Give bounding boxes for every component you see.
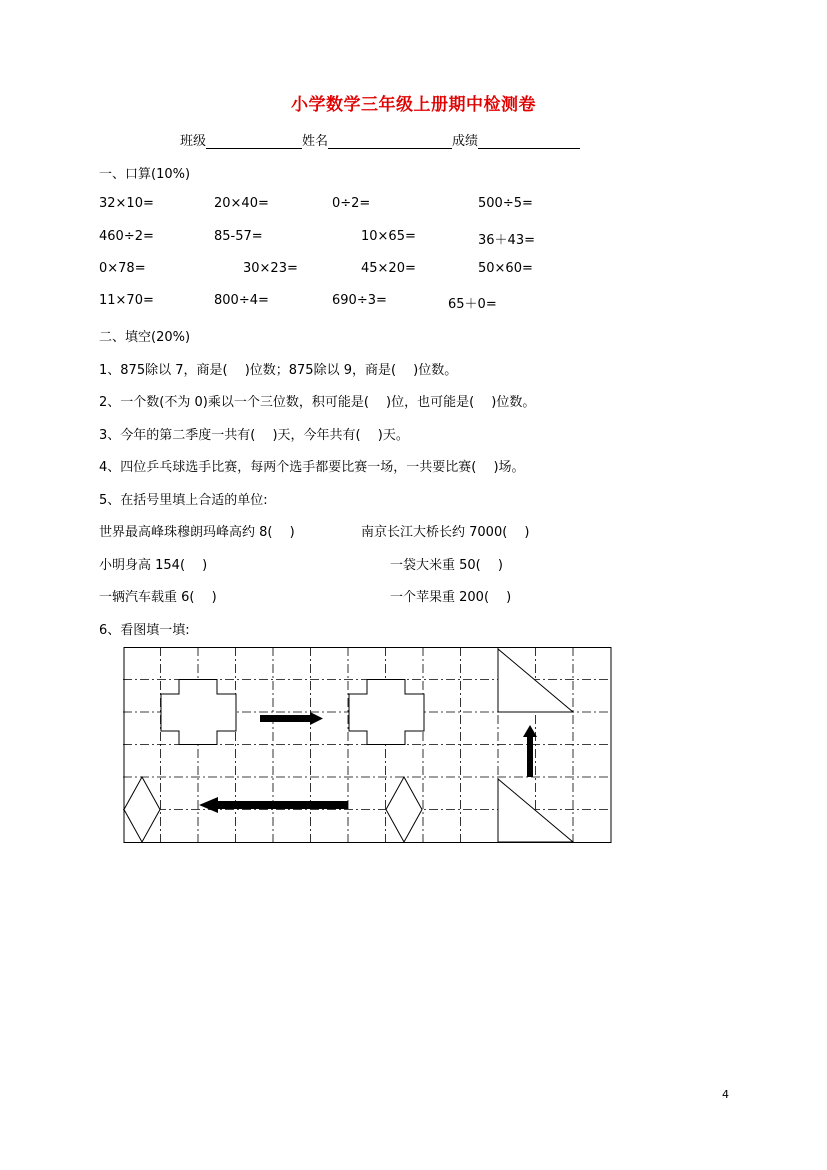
class-label: 班级: [180, 134, 207, 149]
arrow-up-icon: [523, 725, 537, 777]
grid-figure: [123, 647, 613, 845]
unit-item: 一袋大米重 50( ): [390, 558, 503, 573]
calc-item: 10×65=: [361, 229, 416, 244]
question-5: 5、在括号里填上合适的单位:: [99, 493, 268, 508]
calc-item: 32×10=: [99, 196, 154, 211]
calc-item: 50×60=: [478, 261, 533, 276]
calc-item: 20×40=: [214, 196, 269, 211]
cross-shape-moved: [349, 680, 424, 745]
calc-item: 690÷3=: [332, 293, 387, 308]
score-blank[interactable]: [478, 134, 580, 149]
unit-item: 小明身高 154( ): [99, 558, 208, 573]
calc-item: 500÷5=: [478, 196, 533, 211]
calc-item: 0×78=: [99, 261, 146, 276]
calc-item: 11×70=: [99, 293, 154, 308]
calc-item: 30×23=: [243, 261, 298, 276]
page-title: 小学数学三年级上册期中检测卷: [291, 95, 536, 115]
calc-item: 45×20=: [361, 261, 416, 276]
question-2: 2、一个数(不为 0)乘以一个三位数，积可能是( )位，也可能是( )位数。: [99, 395, 536, 410]
calc-item: 65＋0=: [448, 297, 497, 312]
name-label: 姓名: [302, 134, 329, 149]
name-blank[interactable]: [328, 134, 452, 149]
calc-item: 85-57=: [214, 229, 263, 244]
arrow-right-icon: [260, 712, 323, 725]
class-blank[interactable]: [206, 134, 302, 149]
question-1: 1、875除以 7，商是( )位数；875除以 9，商是( )位数。: [99, 363, 458, 378]
calc-item: 0÷2=: [332, 196, 371, 211]
calc-item: 36＋43=: [478, 233, 535, 248]
question-6: 6、看图填一填:: [99, 623, 190, 638]
student-info-row: [180, 130, 580, 149]
score-label: 成绩: [452, 134, 479, 149]
section2-heading: 二、填空(20%): [99, 330, 191, 345]
question-3: 3、今年的第二季度一共有( )天，今年共有( )天。: [99, 428, 409, 443]
triangle-top: [498, 649, 573, 712]
question-4: 4、四位乒乓球选手比赛，每两个选手都要比赛一场，一共要比赛( )场。: [99, 460, 525, 475]
unit-item: 一辆汽车载重 6( ): [99, 590, 217, 605]
diamond-shape-right: [386, 777, 422, 842]
calc-item: 460÷2=: [99, 229, 154, 244]
calc-item: 800÷4=: [214, 293, 269, 308]
page-number: 4: [722, 1088, 729, 1101]
unit-item: 南京长江大桥长约 7000( ): [361, 525, 530, 540]
unit-item: 世界最高峰珠穆朗玛峰高约 8( ): [99, 525, 295, 540]
unit-item: 一个苹果重 200( ): [390, 590, 512, 605]
arrow-left-icon: [199, 797, 348, 813]
diamond-shape-left: [124, 777, 160, 842]
section1-heading: 一、口算(10%): [99, 167, 191, 182]
cross-shape-original: [161, 680, 236, 745]
